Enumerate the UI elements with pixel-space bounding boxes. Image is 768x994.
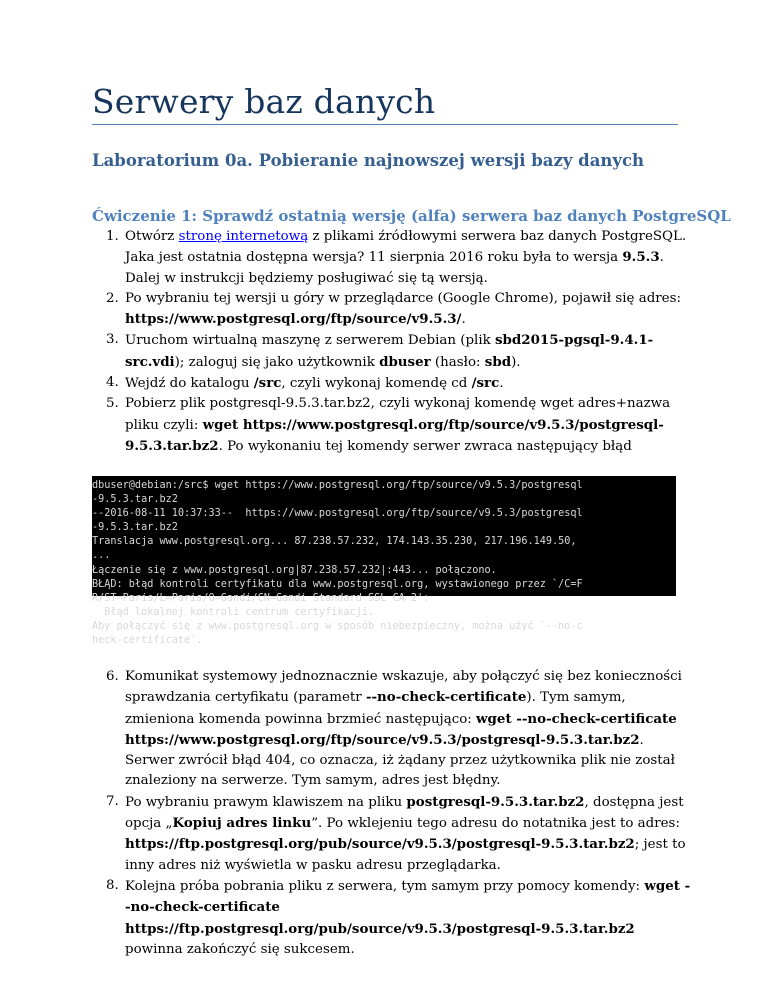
item-text: . bbox=[461, 312, 466, 328]
dir-bold: /src bbox=[471, 375, 500, 392]
document-title: Serwery baz danych bbox=[92, 82, 436, 121]
item-text: Wejdź do katalogu bbox=[125, 376, 254, 392]
list-number: 5. bbox=[106, 396, 119, 412]
list-item-5 bbox=[92, 394, 692, 457]
title-underline bbox=[92, 124, 678, 125]
dir-bold: /src bbox=[253, 375, 282, 392]
item-text: powinna zakończyć się sukcesem. bbox=[125, 941, 355, 957]
file-bold: sbd2015-pgsql-9.4.1-src.vdi bbox=[125, 332, 654, 370]
param-bold: --no-check-certificate bbox=[365, 689, 527, 706]
item-text: . bbox=[499, 376, 504, 392]
terminal-line: R/ST=Paris/L=Paris/O=Gandi/CN=Gandi Standard SSL CA 2': bbox=[92, 592, 430, 604]
item-text: z plikami źródłowymi serwera baz danych PostgreSQL. Jaka jest ostatnia dostępna wersja? 11 sierpnia 2016 roku była to wersja bbox=[125, 229, 687, 266]
instruction-list-2 bbox=[92, 667, 692, 960]
command-bold: wget --no-check-certificate https://ftp.postgresql.org/pub/source/v9.5.3/postgresql-9.5.3.tar.bz2 bbox=[125, 877, 691, 937]
item-text: ); zaloguj się jako użytkownik bbox=[174, 354, 380, 370]
terminal-line: Błąd lokalnej kontroli centrum certyfikacji. bbox=[92, 606, 375, 618]
list-item-7 bbox=[92, 792, 692, 876]
item-text: . Po wykonaniu tej komendy serwer zwraca następujący błąd bbox=[218, 438, 632, 454]
list-item-6 bbox=[92, 667, 692, 792]
item-text: Po wybraniu prawym klawiszem na pliku bbox=[125, 794, 407, 810]
item-text: Komunikat systemowy jednoznacznie wskazuje, aby połączyć się bez konieczności sprawdzania certyfikatu (parametr bbox=[125, 669, 682, 706]
list-number: 2. bbox=[106, 290, 119, 306]
url-bold: https://ftp.postgresql.org/pub/source/v9.5.3/postgresql-9.5.3.tar.bz2 bbox=[125, 836, 635, 853]
list-item-4 bbox=[92, 373, 692, 394]
list-item-3 bbox=[92, 330, 692, 373]
item-text: ). Tym samym, zmieniona komenda powinna brzmieć następująco: bbox=[125, 690, 626, 727]
terminal-line: ... bbox=[92, 550, 111, 562]
terminal-line: heck-certificate'. bbox=[92, 635, 203, 647]
item-text: Po wybraniu tej wersji u góry w przeglądarce (Google Chrome), pojawił się adres: bbox=[125, 290, 681, 306]
lab-heading: Laboratorium 0a. Pobieranie najnowszej wersji bazy danych bbox=[92, 151, 645, 170]
terminal-line: BŁĄD: błąd kontroli certyfikatu dla www.postgresql.org, wystawionego przez `/C=F bbox=[92, 578, 583, 590]
item-text: Uruchom wirtualną maszynę z serwerem Debian (plik bbox=[125, 333, 495, 349]
list-number: 3. bbox=[106, 332, 119, 348]
item-text: ; jest to inny adres niż wyświetla w pasku adresu przeglądarka. bbox=[125, 837, 686, 873]
url-bold: https://www.postgresql.org/ftp/source/v9.5.3/ bbox=[125, 311, 462, 328]
terminal-line: Aby połączyć się z www.postgresql.org w sposób niebezpieczny, można użyć `--no-c bbox=[92, 620, 583, 632]
password-bold: sbd bbox=[484, 353, 512, 370]
item-text: Kolejna próba pobrania pliku z serwera, tym samym przy pomocy komendy: bbox=[125, 878, 645, 894]
list-number: 8. bbox=[106, 877, 119, 893]
item-text: . Serwer zwrócił błąd 404, co oznacza, iż żądany przez użytkownika plik nie został znaleziony na serwerze. Tym samym, adres jest błędny. bbox=[125, 732, 676, 789]
list-item-2 bbox=[92, 289, 692, 331]
option-bold: Kopiuj adres linku bbox=[172, 815, 312, 832]
item-text: , dostępna jest opcja „ bbox=[125, 794, 684, 832]
terminal-line: -9.5.3.tar.bz2 bbox=[92, 522, 178, 534]
terminal-line: --2016-08-11 10:37:33-- https://www.postgresql.org/ftp/source/v9.5.3/postgresql bbox=[92, 508, 583, 520]
list-number: 1. bbox=[106, 229, 119, 244]
item-text: ). bbox=[511, 354, 521, 370]
item-text: ”. Po wklejeniu tego adresu do notatnika jest to adres: bbox=[311, 816, 680, 832]
item-text: , czyli wykonaj komendę cd bbox=[281, 376, 472, 392]
terminal-line: Łączenie się z www.postgresql.org|87.238.57.232|:443... połączono. bbox=[92, 564, 497, 576]
version-bold: 9.5.3 bbox=[622, 249, 660, 266]
file-bold: postgresql-9.5.3.tar.bz2 bbox=[406, 793, 585, 810]
instruction-list-1 bbox=[92, 227, 692, 457]
terminal-line: dbuser@debian:/src$ wget https://www.postgresql.org/ftp/source/v9.5.3/postgresql bbox=[92, 480, 583, 491]
command-bold: wget --no-check-certificate https://www.postgresql.org/ftp/source/v9.5.3/postgresql-9.5.3.tar.bz2 bbox=[125, 710, 677, 748]
user-bold: dbuser bbox=[379, 353, 431, 370]
list-number: 6. bbox=[106, 669, 119, 684]
list-number: 7. bbox=[106, 793, 119, 809]
exercise-heading: Ćwiczenie 1: Sprawdź ostatnią wersję (alfa) serwera baz danych PostgreSQL bbox=[92, 207, 731, 225]
list-item-1 bbox=[92, 227, 692, 289]
terminal-screenshot bbox=[92, 476, 676, 647]
item-text: (hasło: bbox=[430, 354, 485, 370]
list-item-8 bbox=[92, 876, 692, 960]
command-bold: wget https://www.postgresql.org/ftp/source/v9.5.3/postgresql-9.5.3.tar.bz2 bbox=[125, 416, 664, 454]
terminal-line: -9.5.3.tar.bz2 bbox=[92, 494, 178, 506]
list-number: 4. bbox=[106, 375, 119, 391]
item-text: . Dalej w instrukcji będziemy posługiwać się tą wersją. bbox=[125, 250, 664, 286]
website-link[interactable]: stronę internetową bbox=[178, 229, 309, 244]
item-text: Otwórz bbox=[125, 229, 179, 244]
terminal-line: Translacja www.postgresql.org... 87.238.57.232, 174.143.35.230, 217.196.149.50, bbox=[92, 536, 577, 548]
item-text: Pobierz plik postgresql-9.5.3.tar.bz2, czyli wykonaj komendę wget adres+nazwa pliku czyli: bbox=[125, 396, 671, 433]
